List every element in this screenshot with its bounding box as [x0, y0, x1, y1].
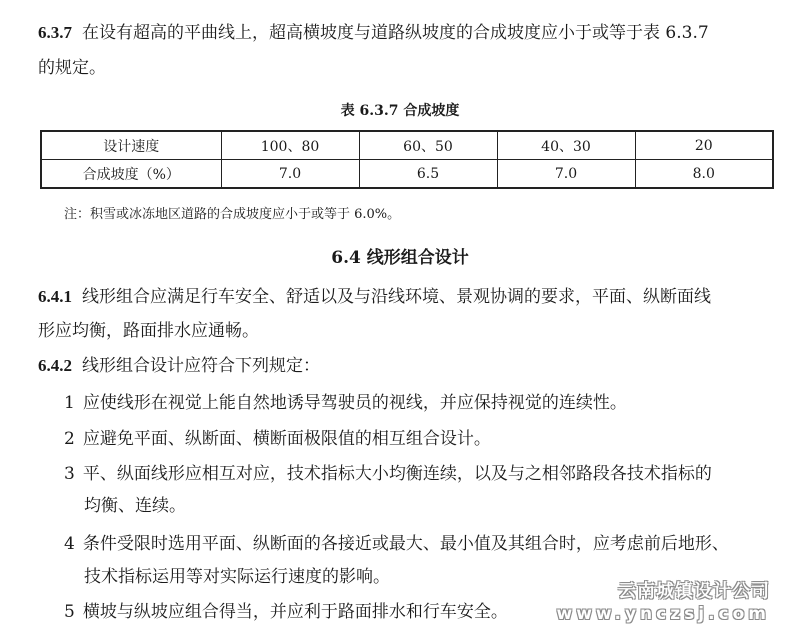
- table-row: [41, 131, 773, 160]
- list-text: 平、纵面线形应相互对应，技术指标大小均衡连续，以及与之相邻路段各技术指标的: [82, 464, 712, 484]
- clause-6-3-7-cont: 的规定。: [38, 58, 106, 78]
- list-number: 4: [64, 534, 75, 554]
- grade-table: [40, 130, 774, 189]
- list-number: 1: [64, 393, 75, 413]
- table-cell: 设计速度: [41, 131, 221, 160]
- table-cell: 100、80: [221, 131, 359, 160]
- list-number: 2: [64, 429, 75, 449]
- list-item-cont: 技术指标运用等对实际运行速度的影响。: [84, 567, 390, 587]
- watermark-url: www.ynczsj.com: [556, 604, 770, 624]
- list-item: [64, 392, 627, 414]
- list-item: [64, 428, 491, 450]
- list-text: 条件受限时选用平面、纵断面的各接近或最大、最小值及其组合时，应考虑前后地形、: [82, 534, 729, 554]
- list-item: [64, 533, 729, 555]
- clause-text: 线形组合设计应符合下列规定：: [82, 356, 320, 376]
- list-text: 应避免平面、纵断面、横断面极限值的相互组合设计。: [82, 429, 491, 449]
- watermark: [556, 581, 770, 625]
- table-cell: 20: [635, 131, 773, 160]
- table-caption: 表 6.3.7 合成坡度: [340, 103, 460, 119]
- list-item-cont: 均衡、连续。: [84, 496, 186, 516]
- clause-6-4-2: [38, 355, 320, 377]
- list-item: [64, 601, 508, 623]
- watermark-name: 云南城镇设计公司: [618, 581, 770, 602]
- table-cell: 7.0: [221, 160, 359, 189]
- clause-number: 6.3.7: [38, 23, 72, 42]
- table-cell: 7.0: [497, 160, 635, 189]
- table-cell: 合成坡度（%）: [41, 160, 221, 189]
- list-number: 3: [64, 464, 75, 484]
- clause-6-4-1: [38, 286, 711, 308]
- table-cell: 6.5: [359, 160, 497, 189]
- clause-6-4-1-cont: 形应均衡，路面排水应通畅。: [38, 321, 259, 341]
- clause-number: 6.4.1: [38, 287, 72, 306]
- list-text: 应使线形在视觉上能自然地诱导驾驶员的视线，并应保持视觉的连续性。: [82, 393, 627, 413]
- table-cell: 8.0: [635, 160, 773, 189]
- table-cell: 60、50: [359, 131, 497, 160]
- section-heading: 6.4 线形组合设计: [331, 248, 469, 268]
- clause-6-3-7: [38, 22, 709, 44]
- list-number: 5: [64, 602, 75, 622]
- table-note: 注：积雪或冰冻地区道路的合成坡度应小于或等于 6.0%。: [64, 207, 401, 222]
- list-text: 横坡与纵坡应组合得当，并应利于路面排水和行车安全。: [82, 602, 508, 622]
- clause-number: 6.4.2: [38, 356, 72, 375]
- table-cell: 40、30: [497, 131, 635, 160]
- clause-text: 线形组合应满足行车安全、舒适以及与沿线环境、景观协调的要求，平面、纵断面线: [82, 287, 711, 307]
- list-item: [64, 463, 712, 485]
- table-row: [41, 160, 773, 189]
- clause-text: 在设有超高的平曲线上，超高横坡度与道路纵坡度的合成坡度应小于或等于表 6.3.7: [82, 23, 709, 43]
